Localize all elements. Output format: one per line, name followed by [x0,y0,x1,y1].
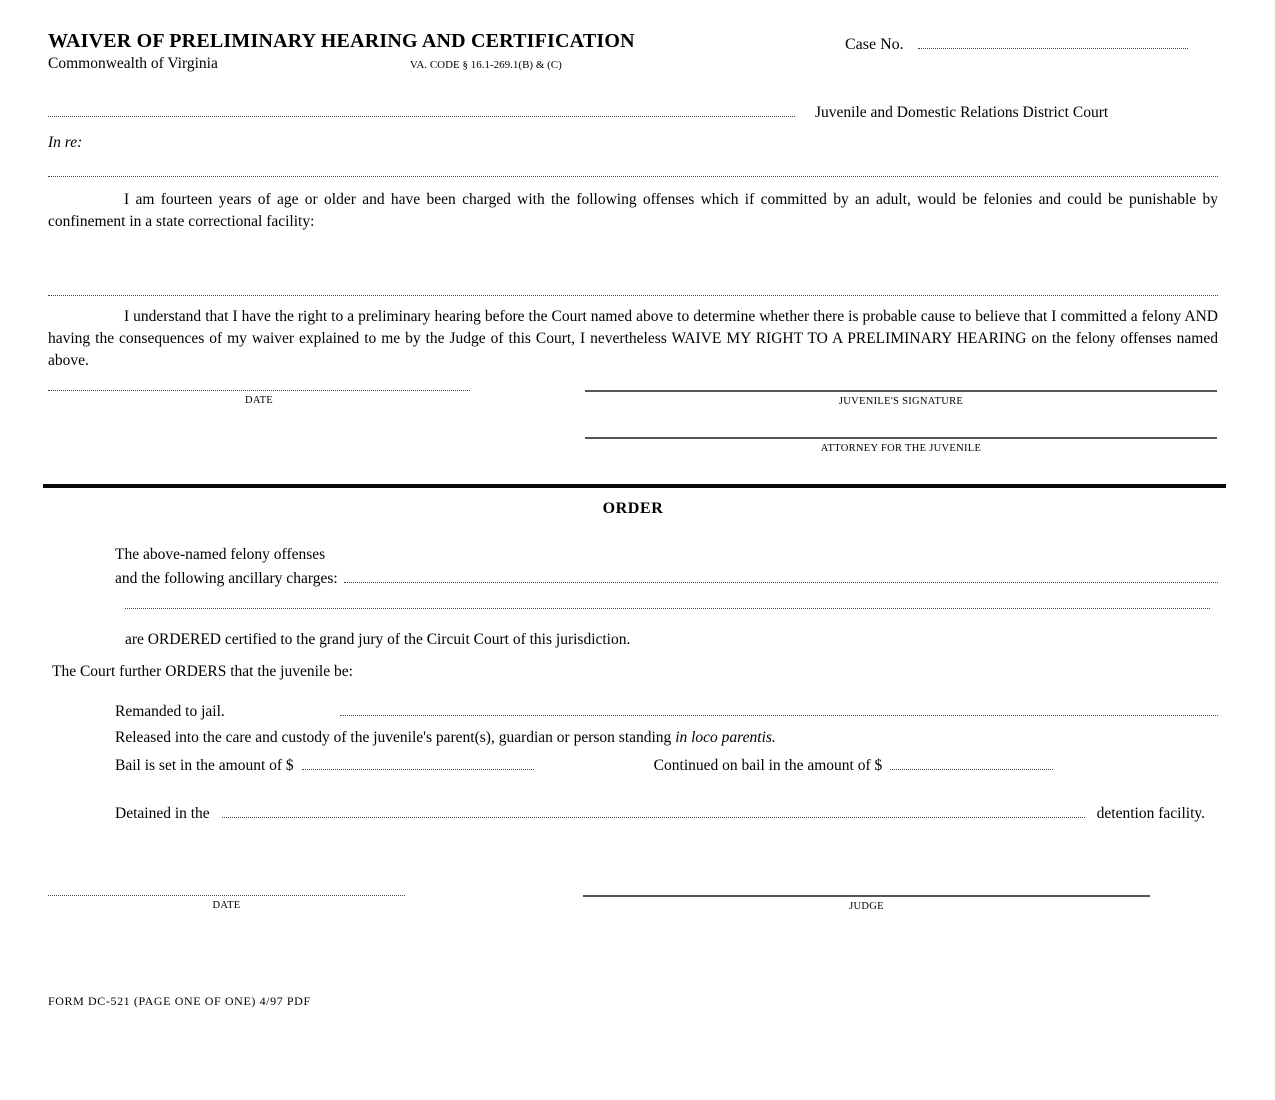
order-date-field[interactable] [48,895,405,896]
court-name-row [48,104,1218,122]
ancillary-charges-label: and the following ancillary charges: [115,570,338,587]
order-signature-block [48,895,1218,912]
remanded-label: Remanded to jail. [115,703,225,720]
charges-paragraph: I am fourteen years of age or older and have been charged with the following offenses which if committed by an adult, would be felonies and could be punishable by confinement in a state correctional facility: [48,191,1218,230]
bail-set-label: Bail is set in the amount of $ [115,757,294,774]
form-title: WAIVER OF PRELIMINARY HEARING AND CERTIFICATION [48,30,635,52]
section-divider [43,484,1226,488]
bail-continued-field[interactable] [890,757,1053,770]
bail-row [115,757,1218,775]
juvenile-signature-label: JUVENILE'S SIGNATURE [838,396,964,407]
understanding-paragraph: I understand that I have the right to a preliminary hearing before the Court named above to determine whether there is probable cause to believe that I committed a felony AND having the consequences of my waiver explained to me by the Judge of this Court, I nevertheless WAIVE MY RIGHT TO A PRELIMINARY HEARING on the felony offenses named above. [48,308,1218,369]
court-name-suffix: Juvenile and Domestic Relations District Court [815,104,1109,121]
remanded-field[interactable] [340,703,1218,716]
form-id-footer: FORM DC-521 (PAGE ONE OF ONE) 4/97 PDF [48,994,311,1008]
juvenile-signature-field[interactable] [585,390,1217,392]
detained-row [115,805,1218,823]
form-header [48,30,1218,80]
waiver-signature-block [48,390,1218,454]
attorney-signature-field[interactable] [585,437,1217,439]
judge-signature-field[interactable] [583,895,1150,897]
detention-facility-suffix: detention facility. [1096,805,1205,822]
detention-facility-field[interactable] [222,805,1085,818]
remanded-row [115,703,1218,721]
offenses-field[interactable] [48,295,1218,296]
released-text: Released into the care and custody of the juvenile's parent(s), guardian or person standing [115,729,676,746]
bail-continued-label: Continued on bail in the amount of $ [653,757,883,774]
further-orders-line: The Court further ORDERS that the juvenile be: [52,663,353,680]
released-line [115,729,1218,747]
certified-line: are ORDERED certified to the grand jury of the Circuit Court of this jurisdiction. [125,631,631,648]
order-heading: ORDER [602,500,664,517]
ancillary-charges-field[interactable] [344,570,1218,583]
court-name-field[interactable] [48,104,795,117]
waiver-date-label: DATE [244,395,274,406]
ancillary-charges-row [115,570,1218,588]
waiver-date-field[interactable] [48,390,470,391]
juvenile-name-field[interactable] [48,176,1218,177]
code-reference: VA. CODE § 16.1-269.1(B) & (C) [409,59,562,71]
order-date-label: DATE [212,900,241,911]
released-text-italic: in loco parentis. [675,729,776,746]
commonwealth-label: Commonwealth of Virginia [48,55,218,72]
detained-label: Detained in the [115,805,210,822]
bail-amount-field[interactable] [302,757,534,770]
ancillary-charges-field-2[interactable] [125,608,1210,609]
case-no-field[interactable] [918,36,1188,49]
case-no-label: Case No. [845,36,904,53]
felony-offenses-line: The above-named felony offenses [115,546,326,563]
attorney-signature-label: ATTORNEY FOR THE JUVENILE [820,443,982,454]
judge-label: JUDGE [849,901,884,912]
in-re-label: In re: [48,134,83,151]
